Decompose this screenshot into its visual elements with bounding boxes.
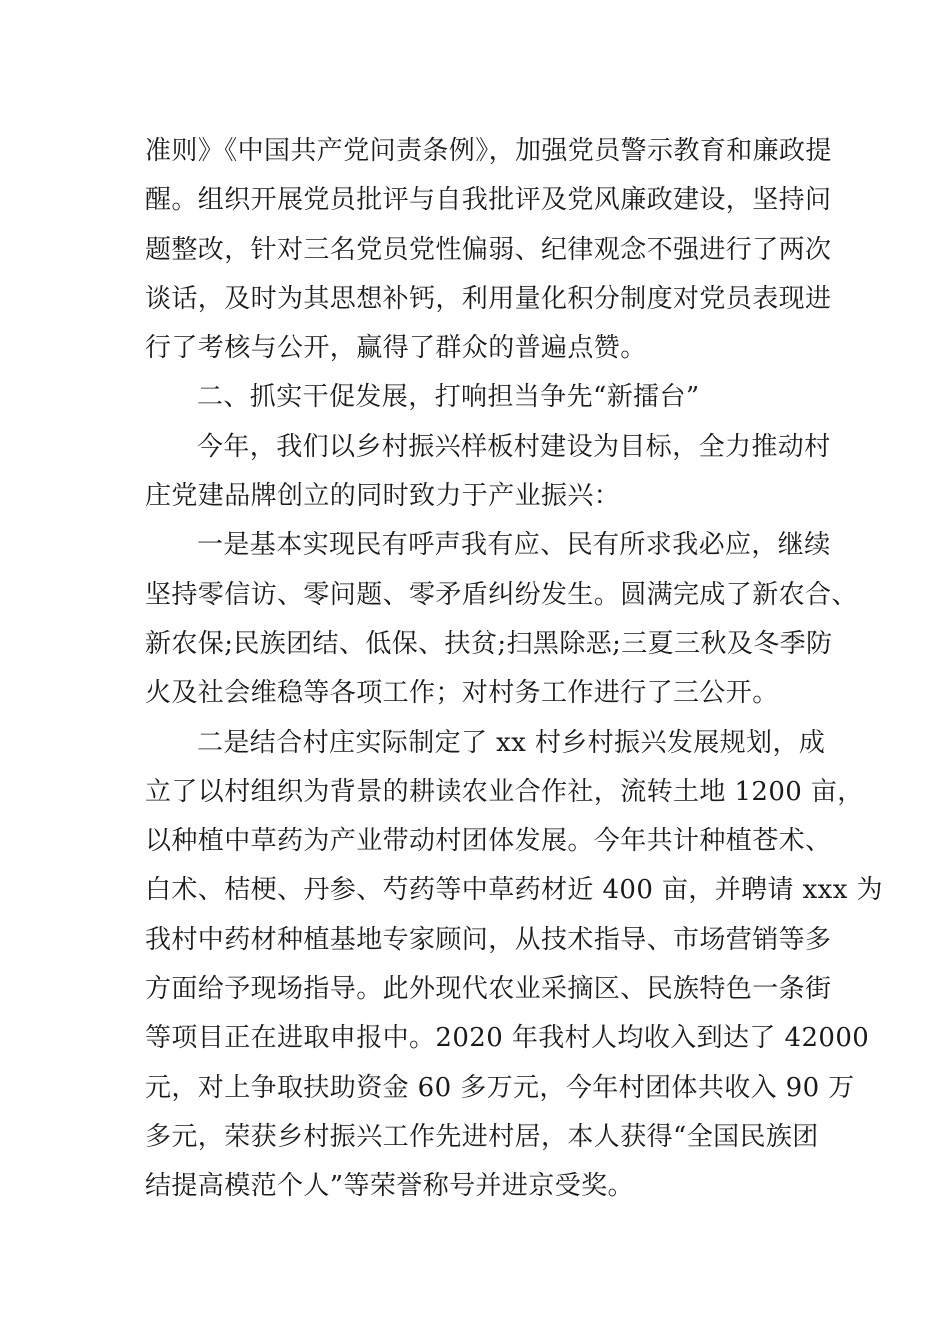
text-line: 庄党建品牌创立的同时致力于产业振兴： [145, 481, 621, 512]
text-line: 今年，我们以乡村振兴样板村建设为目标，全力推动村 [197, 431, 831, 462]
text-line: 谈话，及时为其思想补钙，利用量化积分制度对党员表现进 [145, 283, 832, 314]
text-line: 立了以村组织为背景的耕读农业合作社，流转土地 1200 亩， [145, 776, 864, 807]
paragraph-point-two [145, 719, 883, 1212]
text-line: 元，对上争取扶助资金 60 多万元，今年村团体共收入 90 万 [145, 1072, 855, 1103]
text-line: 准则》《中国共产党问责条例》，加强党员警示教育和廉政提 [145, 136, 832, 166]
text-line: 行了考核与公开，赢得了群众的普遍点赞。 [145, 333, 647, 364]
text-line: 我村中药材种植基地专家顾问，从技术指导、市场营销等多 [145, 924, 832, 955]
text-line: 以种植中草药为产业带动村团体发展。今年共计种植苍术、 [145, 826, 832, 857]
text-line: 一是基本实现民有呼声我有应、民有所求我必应，继续 [197, 530, 831, 561]
document-body [145, 127, 883, 1212]
section-heading-two [145, 373, 810, 422]
text-line: 多元，荣获乡村振兴工作先进村居，本人获得“全国民族团 [145, 1121, 819, 1152]
paragraph-intro [145, 423, 831, 522]
text-line: 醒。组织开展党员批评与自我批评及党风廉政建设，坚持问 [145, 185, 832, 216]
text-line: 新农保;民族团结、低保、扶贫;扫黑除恶;三夏三秋及冬季防 [145, 628, 833, 659]
text-line: 方面给予现场指导。此外现代农业采摘区、民族特色一条街 [145, 974, 832, 1005]
text-line: 坚持零信访、零问题、零矛盾纠纷发生。圆满完成了新农合、 [145, 579, 858, 610]
text-line: 白术、桔梗、丹参、芍药等中草药材近 400 亩，并聘请 xxx 为 [145, 875, 883, 906]
heading-line: 二、抓实干促发展，打响担当争先“新擂台” [197, 382, 700, 413]
paragraph-accountability [145, 127, 832, 373]
text-line: 火及社会维稳等各项工作；对村务工作进行了三公开。 [145, 678, 779, 709]
text-line: 二是结合村庄实际制定了 xx 村乡村振兴发展规划，成 [197, 727, 826, 758]
text-line: 题整改，针对三名党员党性偏弱、纪律观念不强进行了两次 [145, 234, 832, 265]
paragraph-point-one [145, 521, 858, 718]
text-line: 结提高模范个人”等荣誉称号并进京受奖。 [145, 1171, 634, 1202]
text-line: 等项目正在进取申报中。2020 年我村人均收入到达了 42000 [145, 1023, 870, 1054]
